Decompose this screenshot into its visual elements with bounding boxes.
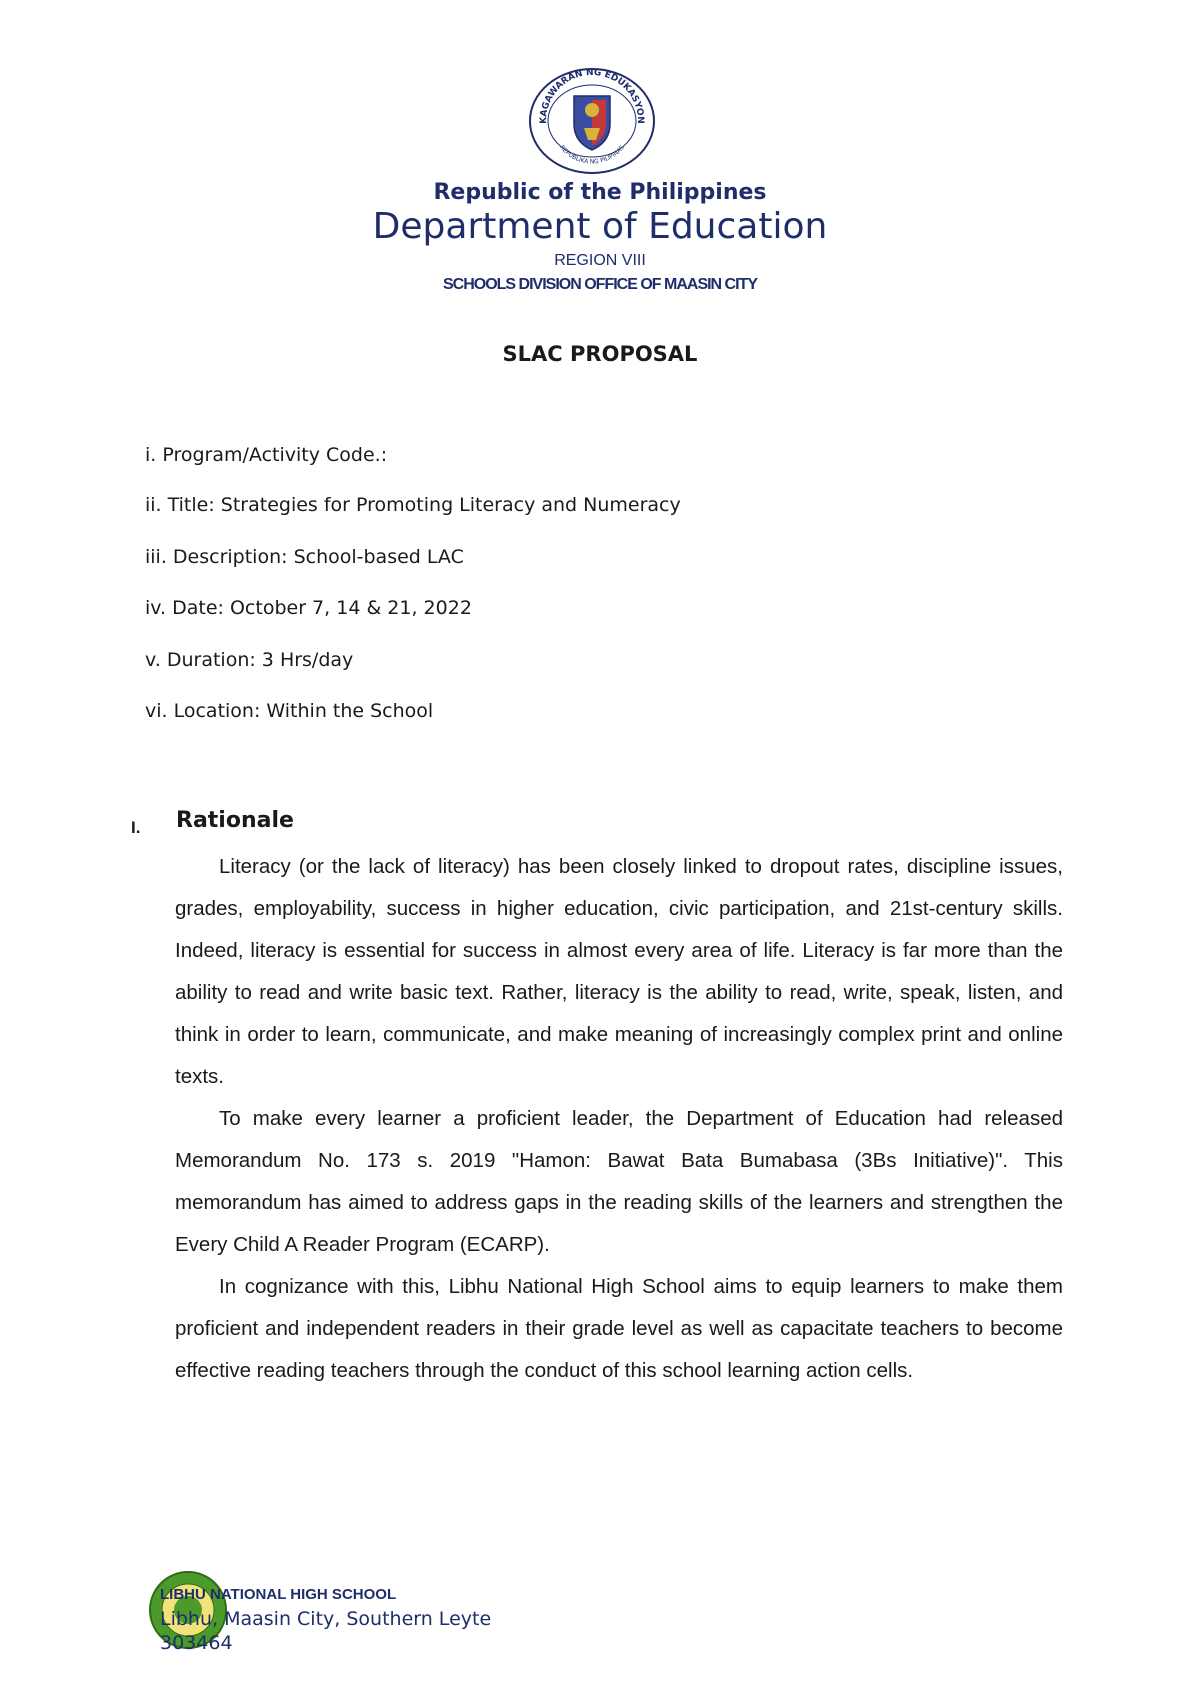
detail-date: iv. Date: October 7, 14 & 21, 2022 [145, 597, 472, 619]
section-number: I. [131, 818, 141, 837]
department-heading: Department of Education [372, 206, 828, 247]
footer-address: Libhu, Maasin City, Southern Leyte [160, 1608, 492, 1630]
section-title: Rationale [176, 808, 294, 833]
deped-seal [526, 66, 658, 176]
rationale-body [175, 846, 1063, 1392]
region-heading: REGION VIII [554, 252, 646, 269]
detail-title: ii. Title: Strategies for Promoting Literacy and Numeracy [145, 494, 681, 516]
footer-zip: 303464 [160, 1632, 233, 1654]
seal-text-top: KAGAWARAN NG EDUKASYON [538, 67, 646, 124]
rationale-paragraph-1: Literacy (or the lack of literacy) has been closely linked to dropout rates, discipline issues, grades, employability, success in higher education, civic participation, and 21st-century skills. Indeed, literacy is essential for success in almost every area of life. Literacy is far more than the ability to read and write basic text. Rather, literacy is the ability to read, write, speak, listen, and think in order to learn, communicate, and make meaning of increasingly complex print and online texts. [175, 855, 1063, 1088]
document-title: SLAC PROPOSAL [502, 342, 698, 366]
division-heading: SCHOOLS DIVISION OFFICE OF MAASIN CITY [442, 276, 757, 293]
republic-heading: Republic of the Philippines [433, 180, 767, 205]
rationale-paragraph-2: To make every learner a proficient leader, the Department of Education had released Memorandum No. 173 s. 2019 "Hamon: Bawat Bata Bumabasa (3Bs Initiative)". This memorandum has aimed to address gaps in the reading skills of the learners and strengthen the Every Child A Reader Program (ECARP). [175, 1107, 1063, 1256]
footer-school-name: LIBHU NATIONAL HIGH SCHOOL [160, 1586, 397, 1603]
detail-location: vi. Location: Within the School [145, 700, 434, 722]
detail-program-code: i. Program/Activity Code.: [145, 444, 388, 466]
rationale-paragraph-3: In cognizance with this, Libhu National High School aims to equip learners to make them proficient and independent readers in their grade level as well as capacitate teachers to become effective reading teachers through the conduct of this school learning action cells. [175, 1275, 1063, 1382]
seal-text-bottom: REPUBLIKA NG PILIPINAS [558, 144, 626, 166]
detail-description: iii. Description: School-based LAC [145, 546, 464, 568]
detail-duration: v. Duration: 3 Hrs/day [145, 649, 354, 671]
